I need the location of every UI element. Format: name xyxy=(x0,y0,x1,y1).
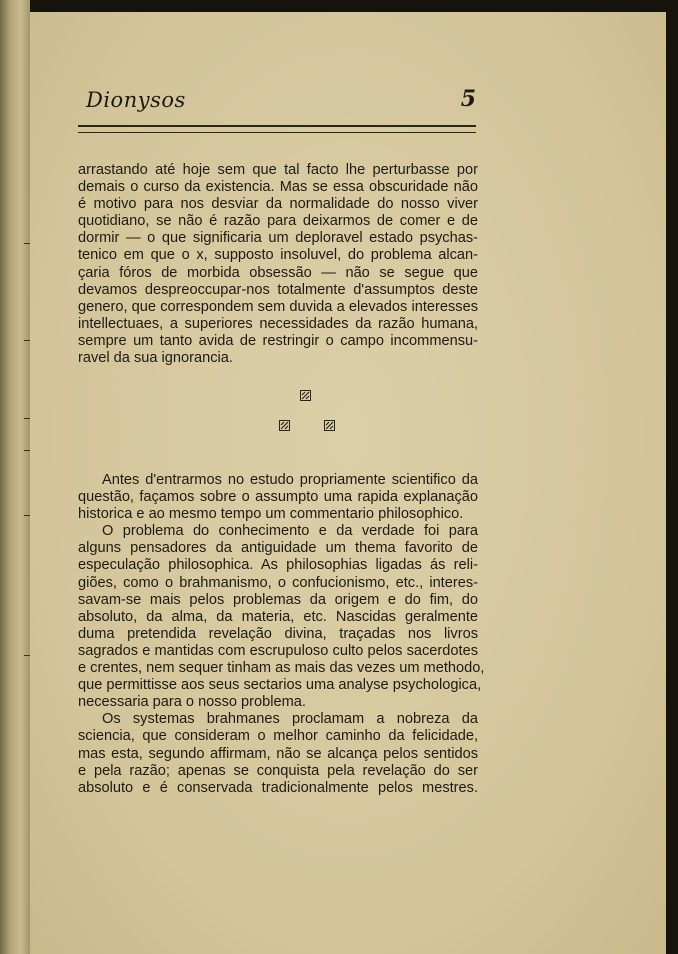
text-line: çaria fóros de morbida obsessão — não se segue que xyxy=(78,264,478,281)
book-spine-edge xyxy=(0,0,30,954)
ornament-square-icon xyxy=(300,390,311,401)
paragraph-block-2 xyxy=(78,472,485,797)
text-line: devamos despreoccupar-nos totalmente d'assumptos deste xyxy=(78,281,478,298)
text-line: Os systemas brahmanes proclamam a nobreza da xyxy=(102,711,478,728)
text-line: sagrados e mantidas com escrupuloso culto pelos sacerdotes xyxy=(78,642,478,659)
text-line: ravel da sua ignorancia. xyxy=(78,350,233,367)
text-line: quotidiano, se não é razão para deixarmos de comer e de xyxy=(78,213,478,230)
header-rule xyxy=(78,125,476,133)
text-line: e pela razão; apenas se conquista pela revelação do ser xyxy=(78,762,478,779)
page-header xyxy=(78,88,476,118)
text-line: historica e ao mesmo tempo um commentario philosophico. xyxy=(78,506,464,523)
text-line: que permittisse aos seus sectarios uma analyse psychologica, xyxy=(78,677,482,694)
text-line: alguns pensadores da antiguidade um thema favorito de xyxy=(78,540,478,557)
text-line: tenico em que o x, supposto insoluvel, do problema alcan- xyxy=(78,247,478,264)
text-line: mas esta, segundo affirmam, não se alcança pelos sentidos xyxy=(78,745,478,762)
page-number: 5 xyxy=(460,86,476,112)
text-line: O problema do conhecimento e da verdade foi para xyxy=(102,523,478,540)
text-line: arrastando até hoje sem que tal facto lhe perturbasse por xyxy=(78,162,478,178)
text-line: questão, façamos sobre o assumpto uma rapida explanação xyxy=(78,489,478,506)
text-line: especulação philosophica. As philosophias ligadas ás reli- xyxy=(78,557,478,574)
text-line: duma pretendida revelação divina, traçadas nos livros xyxy=(78,625,478,642)
text-line: genero, que correspondem sem duvida a elevados interesses xyxy=(78,298,478,315)
text-line: dormir — o que significaria um deploravel estado psychas- xyxy=(78,230,478,247)
ornament-square-icon xyxy=(279,420,290,431)
text-line: intellectuaes, a superiores necessidades da razão humana, xyxy=(78,315,478,332)
text-line: absoluto e é conservada tradicionalmente pelos mestres. xyxy=(78,779,478,796)
text-line: sciencia, que consideram o melhor caminho da felicidade, xyxy=(78,728,478,745)
text-line: demais o curso da existencia. Mas se essa obscuridade não xyxy=(78,179,478,196)
running-title: Dionysos xyxy=(86,88,186,112)
text-line: é motivo para nos desviar da normalidade do nosso viver xyxy=(78,196,478,213)
text-line: e crentes, nem sequer tinham as mais das vezes um methodo, xyxy=(78,660,485,677)
text-line: necessaria para o nosso problema. xyxy=(78,694,306,711)
paragraph-block-1 xyxy=(78,162,478,367)
text-line: giões, como o brahmanismo, o confucionismo, etc., interes- xyxy=(78,574,478,591)
text-line: savam-se mais pelos problemas da origem e do fim, do xyxy=(78,591,478,608)
text-line: sempre um tanto avida de restringir o campo incommensu- xyxy=(78,332,478,349)
ornament-square-icon xyxy=(324,420,335,431)
text-line: Antes d'entrarmos no estudo propriamente scientifico da xyxy=(102,472,478,488)
text-line: absoluto, da alma, da materia, etc. Nascidas geralmente xyxy=(78,608,478,625)
